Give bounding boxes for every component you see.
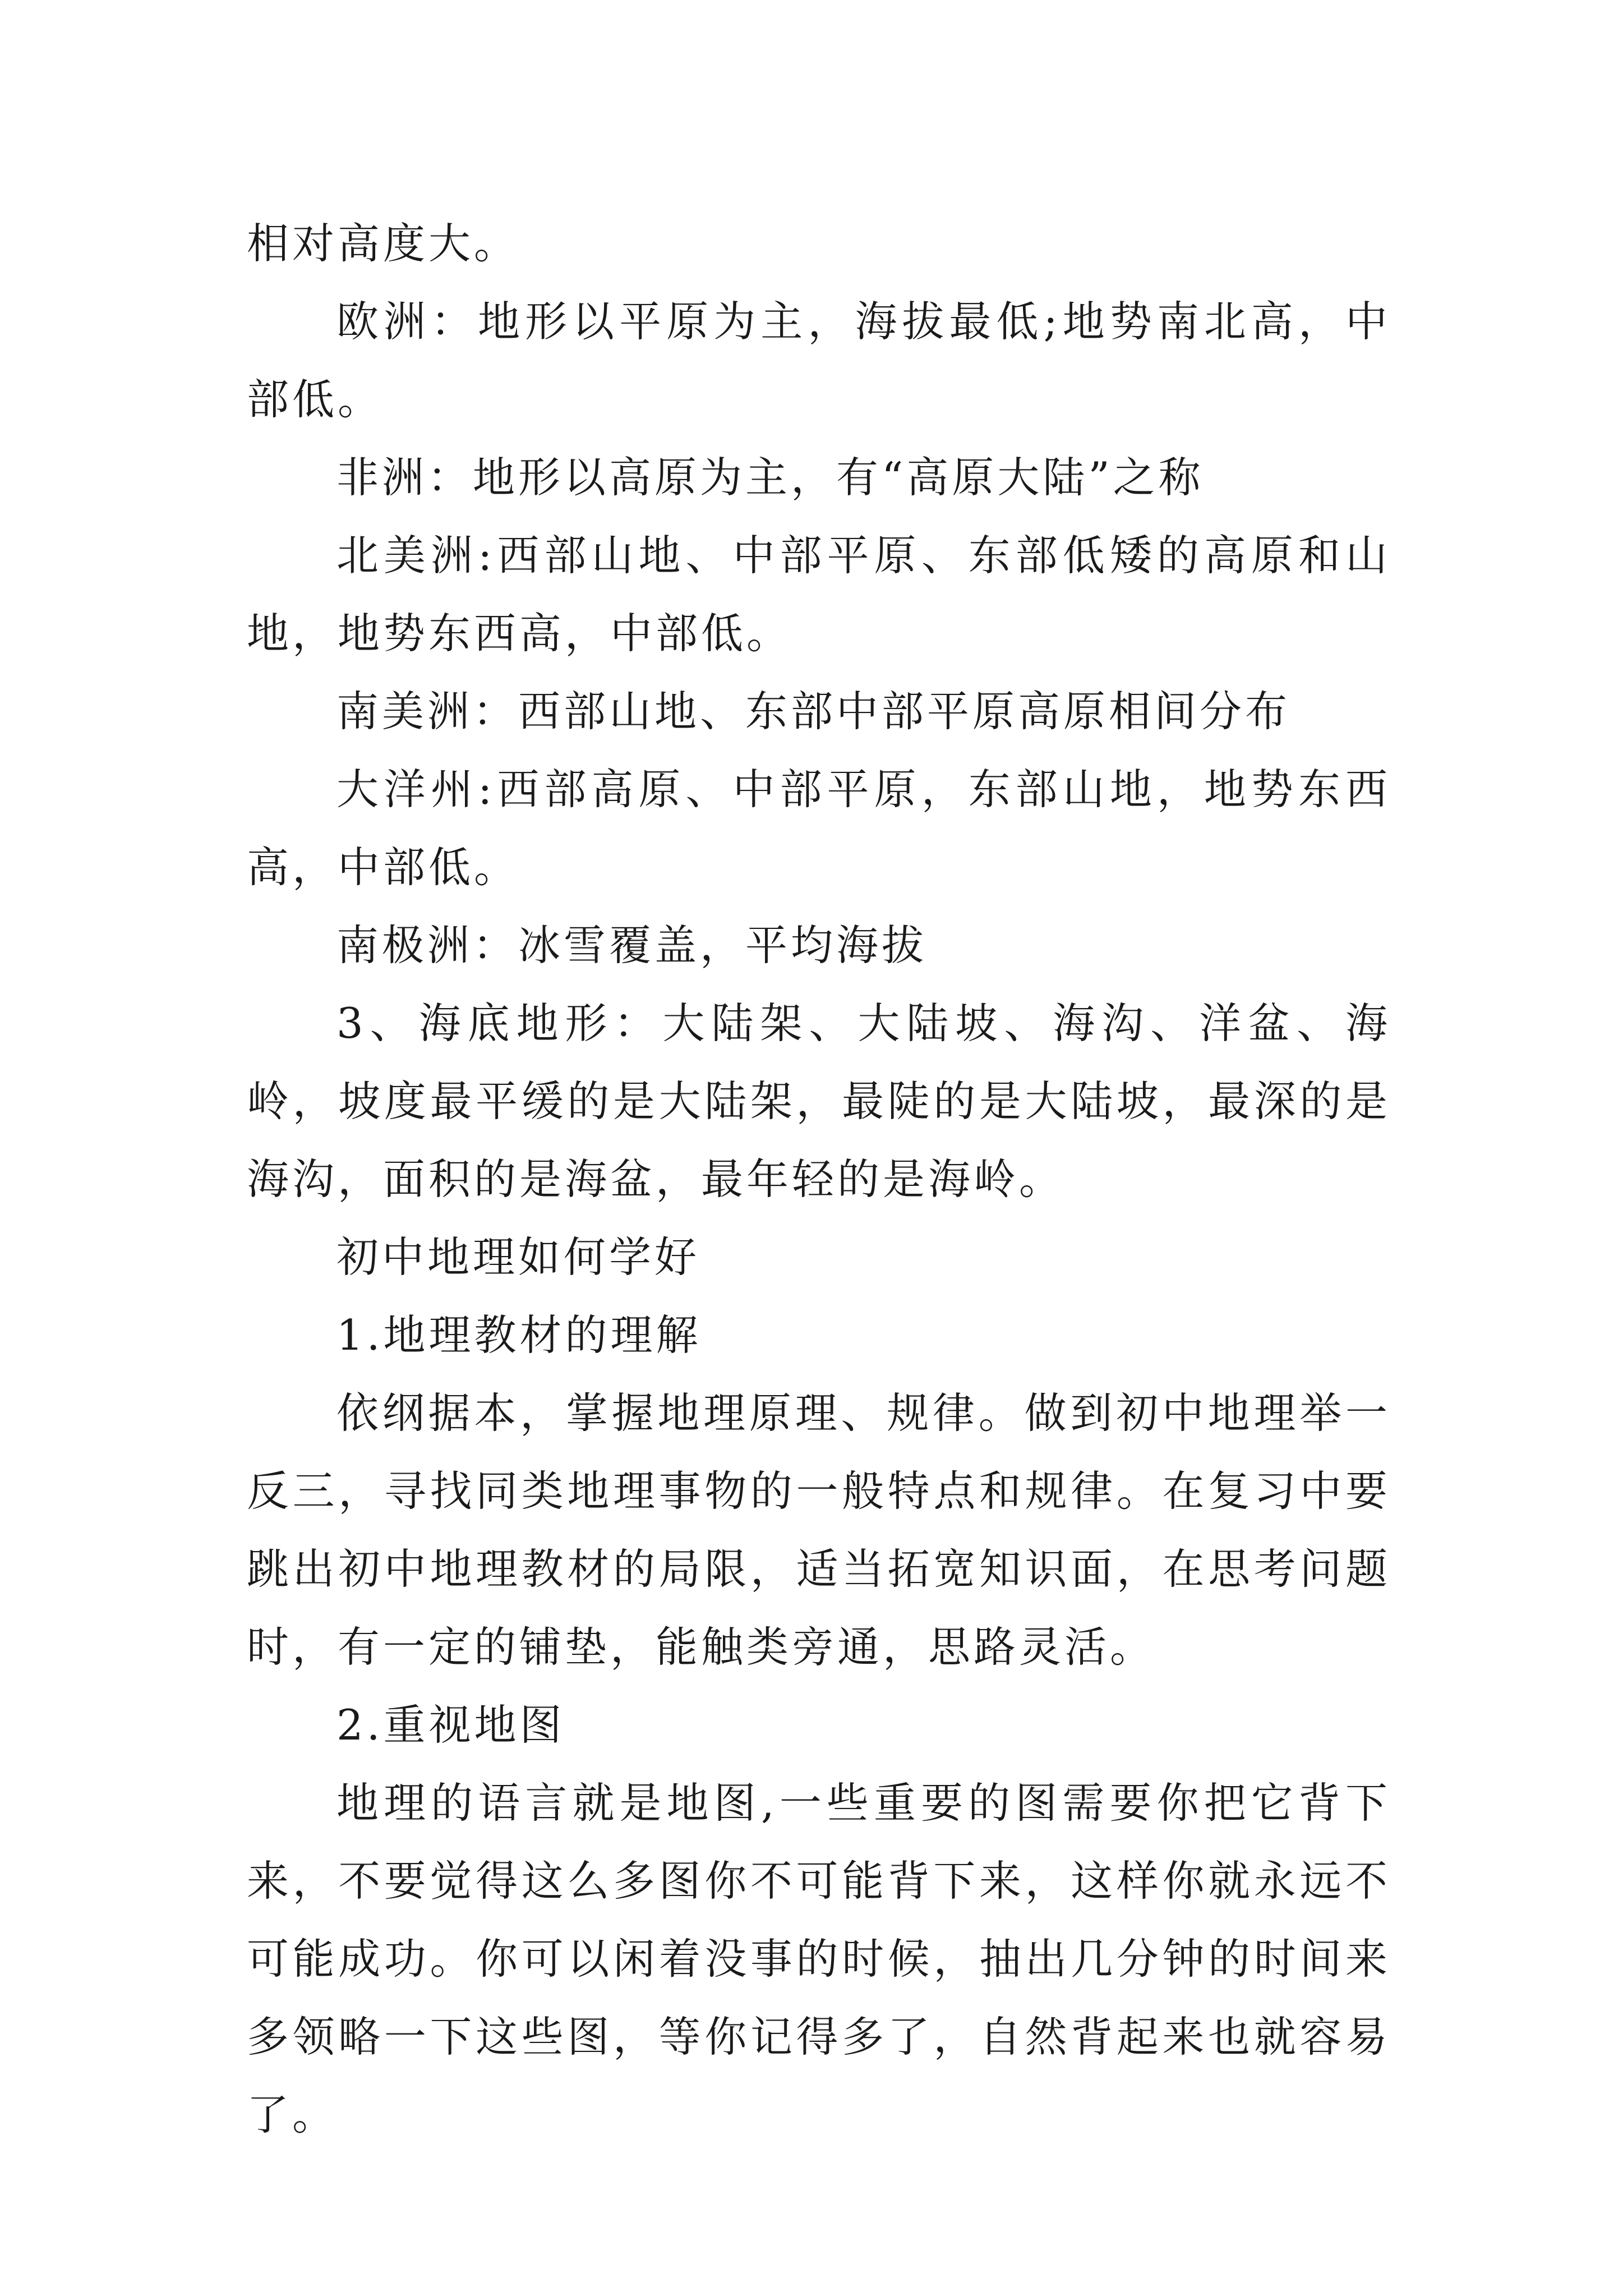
- paragraph-south-america: 南美洲：西部山地、东部中部平原高原相间分布: [336, 687, 1291, 736]
- paragraph-seabed-terrain: 3、海底地形：大陆架、大陆坡、海沟、洋盆、海岭，坡度最平缓的是大陆架，最陡的是大陆坡，最深的是海沟，面积的是海盆，最年轻的是海岭。: [247, 999, 1391, 1204]
- document-body: [247, 205, 1391, 2154]
- subheading-textbook: 1.地理教材的理解: [336, 1310, 702, 1360]
- paragraph-europe: 欧洲：地形以平原为主，海拔最低;地势南北高，中部低。: [247, 297, 1391, 424]
- paragraph-oceania: 大洋州:西部高原、中部平原，东部山地，地势东西高，中部低。: [247, 765, 1391, 892]
- paragraph-antarctica: 南极洲：冰雪覆盖，平均海拔: [336, 921, 928, 970]
- paragraph-africa: 非洲：地形以高原为主，有“高原大陆”之称: [336, 453, 1204, 502]
- section-heading: 初中地理如何学好: [336, 1232, 700, 1282]
- paragraph-textbook: 依纲据本，掌握地理原理、规律。做到初中地理举一反三，寻找同类地理事物的一般特点和规律。在复习中要跳出初中地理教材的局限，适当拓宽知识面，在思考问题时，有一定的铺垫，能触类旁通，思路灵活。: [247, 1388, 1391, 1672]
- subheading-maps: 2.重视地图: [336, 1700, 565, 1750]
- paragraph-continuation: 相对高度大。: [247, 219, 520, 268]
- paragraph-north-america: 北美洲:西部山地、中部平原、东部低矮的高原和山地，地势东西高，中部低。: [247, 531, 1391, 658]
- paragraph-maps: 地理的语言就是地图,一些重要的图需要你把它背下来，不要觉得这么多图你不可能背下来，这样你就永远不可能成功。你可以闲着没事的时候，抽出几分钟的时间来多领略一下这些图，等你记得多了，自然背起来也就容易了。: [247, 1778, 1391, 2139]
